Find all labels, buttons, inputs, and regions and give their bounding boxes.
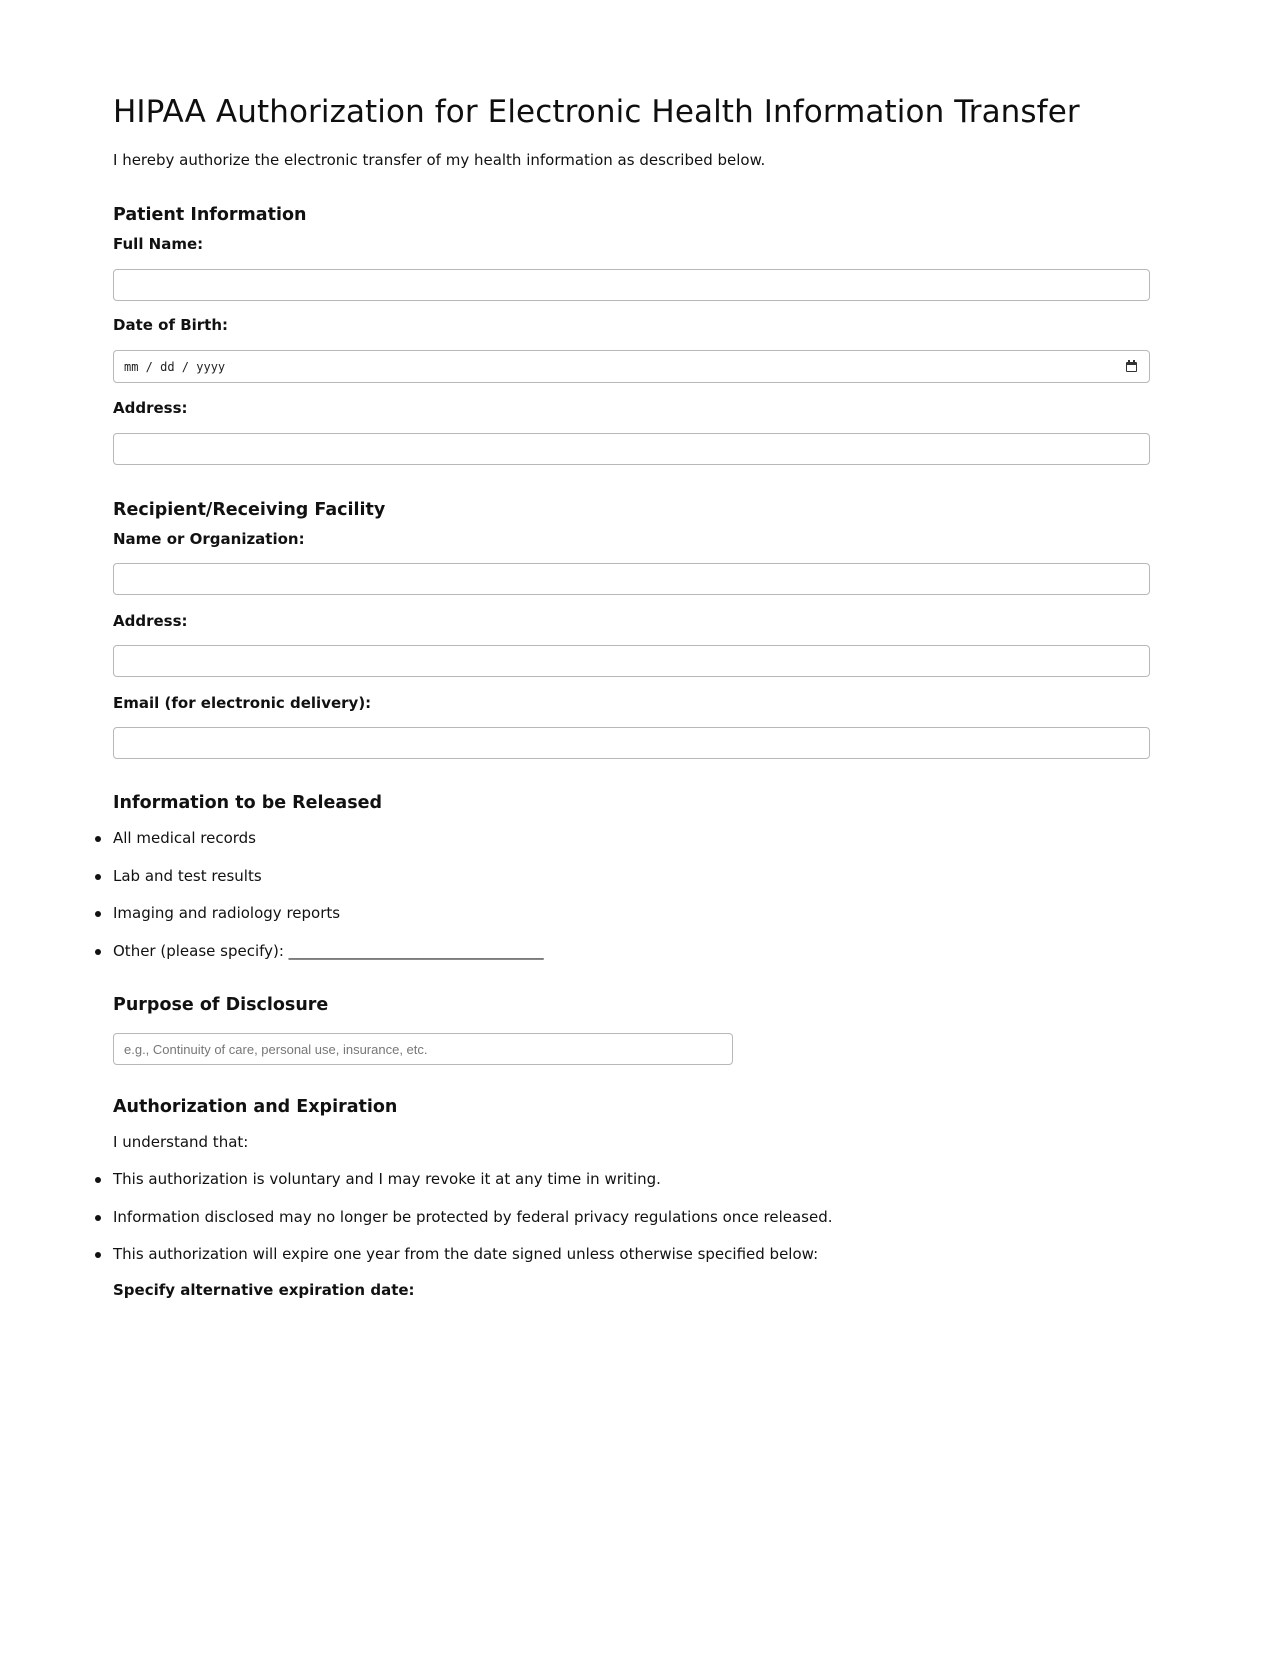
recipient-name-label: Name or Organization:	[113, 530, 305, 548]
section-heading-release: Information to be Released	[113, 793, 383, 813]
term-label: Information disclosed may no longer be protected by federal privacy regulations once released.	[113, 1207, 833, 1226]
section-heading-patient: Patient Information	[113, 205, 307, 225]
term-label: This authorization will expire one year from the date signed unless otherwise specified below:	[113, 1245, 819, 1263]
purpose-input[interactable]	[113, 1033, 733, 1065]
recipient-address-input[interactable]	[113, 645, 1150, 677]
date-of-birth-label: Date of Birth:	[113, 316, 229, 334]
list-item	[113, 1208, 833, 1246]
understand-lead-text: I understand that:	[113, 1133, 249, 1151]
bullet-icon	[95, 1177, 101, 1183]
authorization-terms-list	[113, 1170, 833, 1283]
section-heading-authorization: Authorization and Expiration	[113, 1097, 398, 1117]
bullet-icon	[95, 1252, 101, 1258]
intro-text: I hereby authorize the electronic transfer of my health information as described below.	[113, 151, 766, 169]
recipient-email-input[interactable]	[113, 727, 1150, 759]
list-item	[113, 867, 544, 905]
release-list	[113, 829, 544, 979]
list-item	[113, 942, 544, 980]
release-item-label: Lab and test results	[113, 866, 262, 885]
full-name-input[interactable]	[113, 269, 1150, 301]
patient-address-input[interactable]	[113, 433, 1150, 465]
date-placeholder: mm / dd / yyyy	[124, 359, 226, 374]
bullet-icon	[95, 911, 101, 917]
bullet-icon	[95, 949, 101, 955]
recipient-address-label: Address:	[113, 612, 188, 630]
list-item	[113, 904, 544, 942]
calendar-icon[interactable]	[1126, 361, 1137, 372]
bullet-icon	[95, 836, 101, 842]
list-item	[113, 829, 544, 867]
release-item-label: All medical records	[113, 829, 256, 847]
section-heading-recipient: Recipient/Receiving Facility	[113, 500, 386, 520]
list-item	[113, 1245, 833, 1283]
bullet-icon	[95, 1215, 101, 1221]
recipient-name-input[interactable]	[113, 563, 1150, 595]
bullet-icon	[95, 874, 101, 880]
recipient-email-label: Email (for electronic delivery):	[113, 694, 372, 712]
release-item-label: Imaging and radiology reports	[113, 904, 341, 922]
patient-address-label: Address:	[113, 399, 188, 417]
term-label: This authorization is voluntary and I may revoke it at any time in writing.	[113, 1170, 661, 1188]
section-heading-purpose: Purpose of Disclosure	[113, 995, 329, 1015]
release-item-label: Other (please specify): __________________________________	[113, 941, 544, 960]
alt-expiration-date-label: Specify alternative expiration date:	[113, 1281, 415, 1298]
page-title: HIPAA Authorization for Electronic Health Information Transfer	[113, 94, 1080, 130]
full-name-label: Full Name:	[113, 235, 204, 253]
date-of-birth-input[interactable]	[113, 350, 1150, 383]
list-item	[113, 1170, 833, 1208]
